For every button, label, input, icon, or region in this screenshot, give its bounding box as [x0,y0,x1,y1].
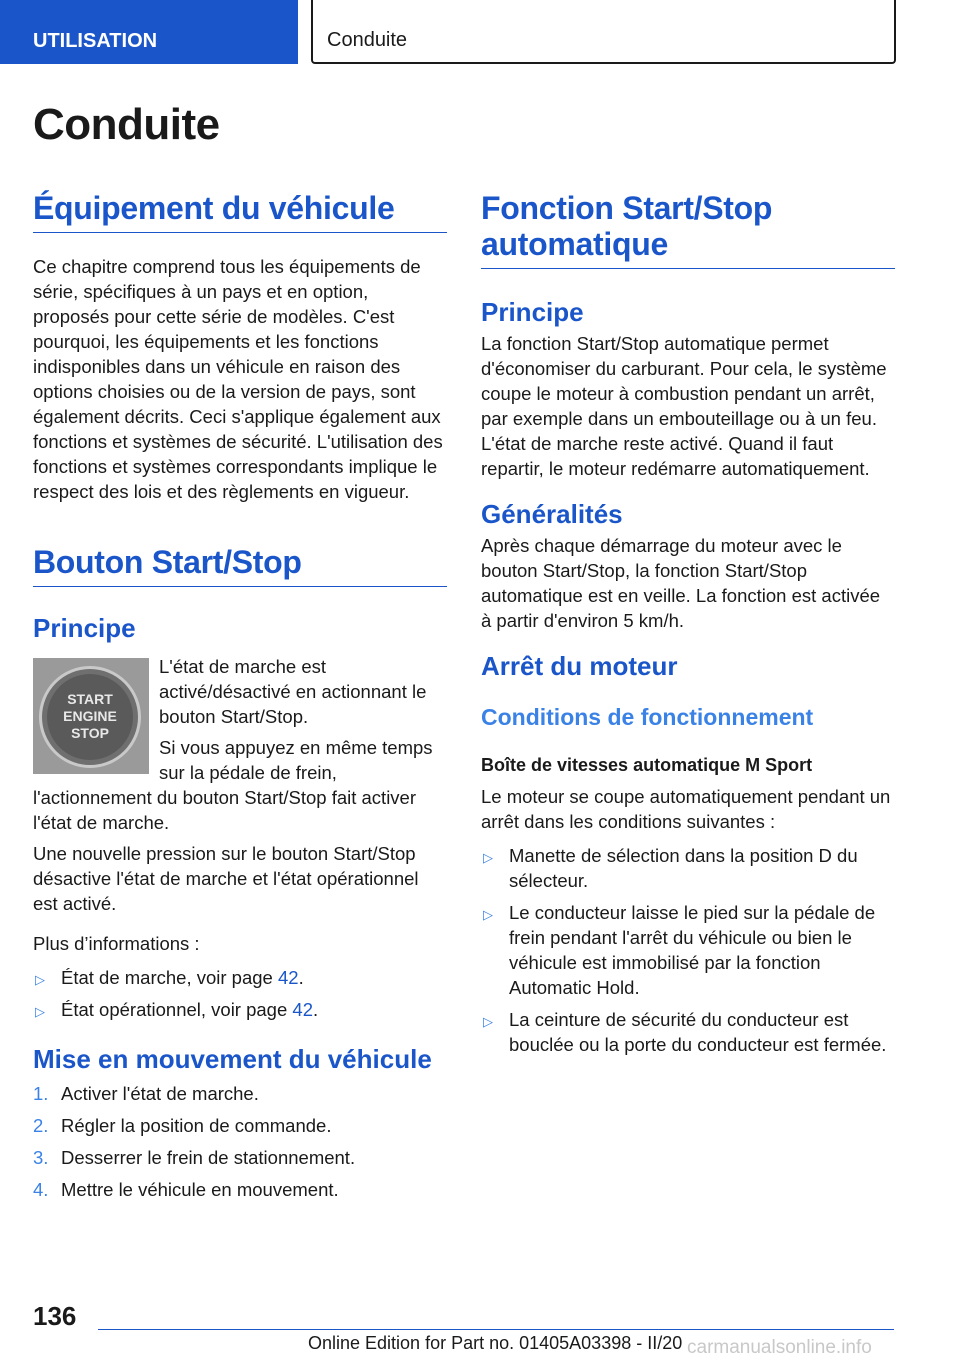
triangle-bullet-icon: ▷ [483,1014,493,1029]
principle-heading: Principe [481,297,584,327]
chapter-tab: Conduite [311,0,896,64]
page-link[interactable]: 42 [292,999,313,1020]
triangle-bullet-icon: ▷ [483,907,493,922]
right-column [481,190,895,1057]
gearbox-text: Le moteur se coupe automatiquement pendant un arrêt dans les conditions suivantes : [481,786,891,832]
gearbox-heading: Boîte de vitesses automatique M Sport [481,755,813,775]
section-tab: UTILISATION [0,0,298,64]
principle-heading: Principe [33,613,136,643]
edition-footer: Online Edition for Part no. 01405A03398 - II/20 [308,1333,683,1353]
list-item: ▷ La ceinture de sécurité du conducteur est bouclée ou la porte du conducteur est fermée. [483,1009,887,1055]
page-title: Conduite [33,100,220,149]
triangle-bullet-icon: ▷ [35,972,45,987]
operating-conditions-heading: Conditions de fonctionnement [481,704,814,730]
principle-block [33,654,447,916]
list-item: ▷ Le conducteur laisse le pied sur la pédale de frein pendant l'arrêt du véhicule ou bien le véhicule est immobilisé par la fonction Automatic Hold. [483,902,876,998]
principle-paragraph-1: L'état de marche est activé/désactivé en actionnant le bouton Start/Stop. [159,656,427,727]
watermark: carmanualsonline.info [687,1337,872,1358]
button-label-start: START [67,691,113,707]
start-stop-button-image [33,658,149,774]
button-label-engine: ENGINE [63,708,117,724]
triangle-bullet-icon: ▷ [483,850,493,865]
page-link[interactable]: 42 [277,967,299,988]
button-face [47,674,133,760]
list-item: ▷ État opérationnel, voir page 42. [33,997,447,1022]
footer-divider [98,1329,894,1330]
button-label-stop: STOP [71,725,109,741]
step-item: 4. Mettre le véhicule en mouvement. [33,1179,339,1200]
more-info-label: Plus d’informations : [33,933,200,954]
moving-vehicle-heading: Mise en mouvement du véhicule [33,1044,432,1074]
step-item: 3. Desserrer le frein de stationnement. [33,1147,356,1168]
left-column [33,190,447,1202]
list-item: ▷ Manette de sélection dans la position D du sélecteur. [483,845,858,891]
engine-stop-heading: Arrêt du moteur [481,651,678,681]
auto-start-stop-heading: Fonction Start/Stop automatique [481,190,895,269]
principle-paragraph-3: Une nouvelle pression sur le bouton Start/Stop désactive l'état de marche et l'état opérationnel est activé. [33,843,419,914]
step-item: 1. Activer l'état de marche. [33,1083,259,1104]
general-text: Après chaque démarrage du moteur avec le bouton Start/Stop, la fonction Start/Stop automatique est en veille. La fonction est activée à partir d'environ 5 km/h. [481,535,881,631]
principle-paragraph-2: Si vous appuyez en même temps sur la pédale de frein, l'actionnement du bouton Start/Stop fait activer l'état de marche. [33,737,433,833]
step-item: 2. Régler la position de commande. [33,1115,332,1136]
equipment-heading: Équipement du véhicule [33,190,447,233]
principle-text: La fonction Start/Stop automatique permet d'économiser du carburant. Pour cela, le système coupe le moteur à combustion pendant un arrêt, par exemple dans un embouteillage ou à un feu. L'état de marche reste activé. Quand il faut repartir, le moteur redémarre automatiquement. [481,333,887,479]
general-heading: Généralités [481,499,623,529]
list-item: ▷ État de marche, voir page 42. [33,965,447,990]
start-stop-button-heading: Bouton Start/Stop [33,544,447,587]
more-info-list [33,965,447,1022]
equipment-text: Ce chapitre comprend tous les équipements de série, spécifiques à un pays et en option, proposés pour cette série de modèles. C'est pourquoi, les équipements et les fonctions indisponibles dans un véhicule en raison des options choisies ou de la version de pays, sont également décrits. Ceci s'applique également aux fonctions et systèmes de sécurité. L'utilisation des fonctions et systèmes correspondants implique le respect des lois et des règlements en vigueur. [33,256,443,502]
triangle-bullet-icon: ▷ [35,1004,45,1019]
conditions-list [481,843,895,1057]
page-number: 136 [33,1301,77,1331]
steps-list [33,1081,447,1202]
